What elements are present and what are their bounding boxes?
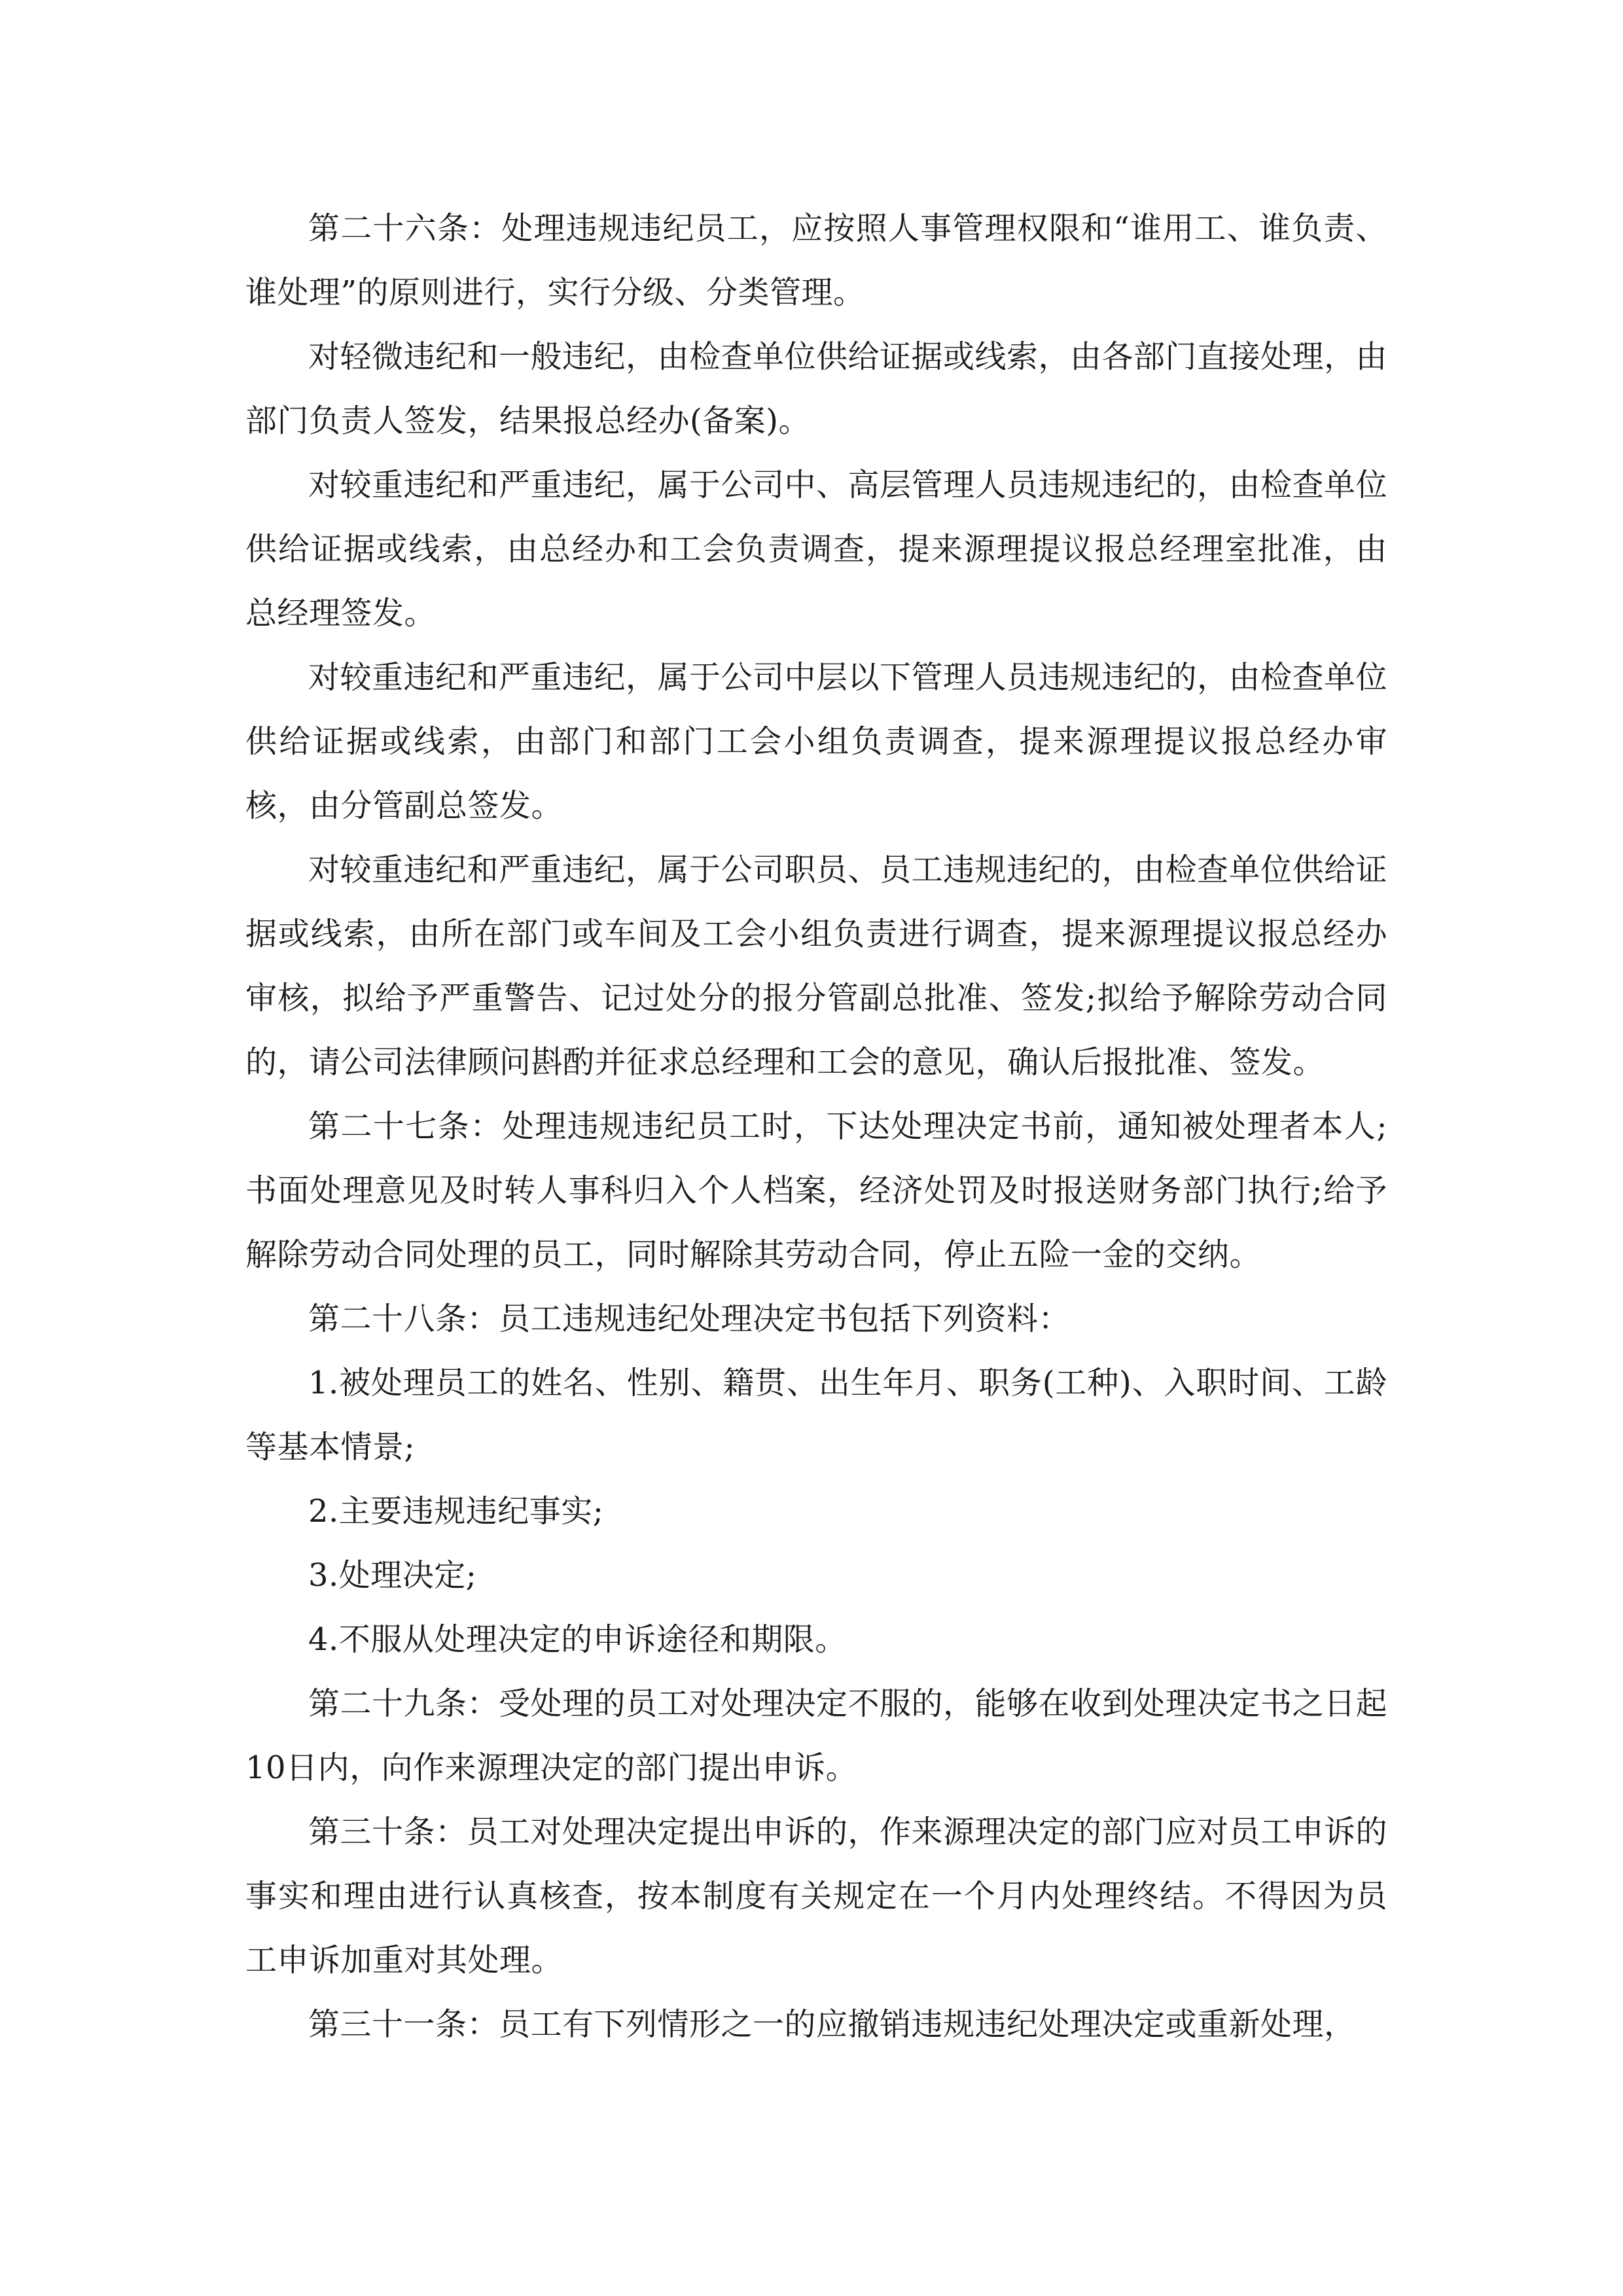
list-item-4: 4.不服从处理决定的申诉途径和期限。	[308, 1621, 847, 1658]
staff-violation-paragraph: 对较重违纪和严重违纪，属于公司职员、员工违规违纪的，由检查单位供给证据或线索，由所在部门或车间及工会小组负责进行调查，提来源理提议报总经办审核，拟给予严重警告、记过处分的报分管副总批准、签发;拟给予解除劳动合同的，请公司法律顾问斟酌并征求总经理和工会的意见，确认后报批准、签发。	[245, 852, 1388, 1081]
minor-violation-paragraph: 对轻微违纪和一般违纪，由检查单位供给证据或线索，由各部门直接处理，由部门负责人签发，结果报总经办(备案)。	[245, 338, 1388, 439]
article-28-paragraph: 第二十八条：员工违规违纪处理决定书包括下列资料：	[308, 1300, 1071, 1337]
article-30-paragraph: 第三十条：员工对处理决定提出申诉的，作来源理决定的部门应对员工申诉的事实和理由进行认真核查，按本制度有关规定在一个月内处理终结。不得因为员工申诉加重对其处理。	[245, 1814, 1388, 1979]
article-26-paragraph: 第二十六条：处理违规违纪员工，应按照人事管理权限和“谁用工、谁负责、谁处理”的原则进行，实行分级、分类管理。	[245, 210, 1387, 311]
article-31-paragraph: 第三十一条：员工有下列情形之一的应撤销违规违纪处理决定或重新处理，	[308, 2006, 1356, 2043]
article-29-paragraph: 第二十九条：受处理的员工对处理决定不服的，能够在收到处理决定书之日起10日内，向作来源理决定的部门提出申诉。	[245, 1685, 1388, 1786]
document-body	[245, 196, 1387, 2056]
junior-manager-violation-paragraph: 对较重违纪和严重违纪，属于公司中层以下管理人员违规违纪的，由检查单位供给证据或线索，由部门和部门工会小组负责调查，提来源理提议报总经办审核，由分管副总签发。	[245, 659, 1388, 824]
article-27-paragraph: 第二十七条：处理违规违纪员工时，下达处理决定书前，通知被处理者本人;书面处理意见及时转人事科归入个人档案，经济处罚及时报送财务部门执行;给予解除劳动合同处理的员工，同时解除其劳动合同，停止五险一金的交纳。	[245, 1108, 1387, 1273]
senior-manager-violation-paragraph: 对较重违纪和严重违纪，属于公司中、高层管理人员违规违纪的，由检查单位供给证据或线索，由总经办和工会负责调查，提来源理提议报总经理室批准，由总经理签发。	[245, 467, 1388, 632]
list-item-1: 1.被处理员工的姓名、性别、籍贯、出生年月、职务(工种)、入职时间、工龄等基本情景;	[245, 1365, 1387, 1465]
list-item-2: 2.主要违规违纪事实;	[308, 1493, 604, 1530]
list-item-3: 3.处理决定;	[308, 1557, 477, 1594]
